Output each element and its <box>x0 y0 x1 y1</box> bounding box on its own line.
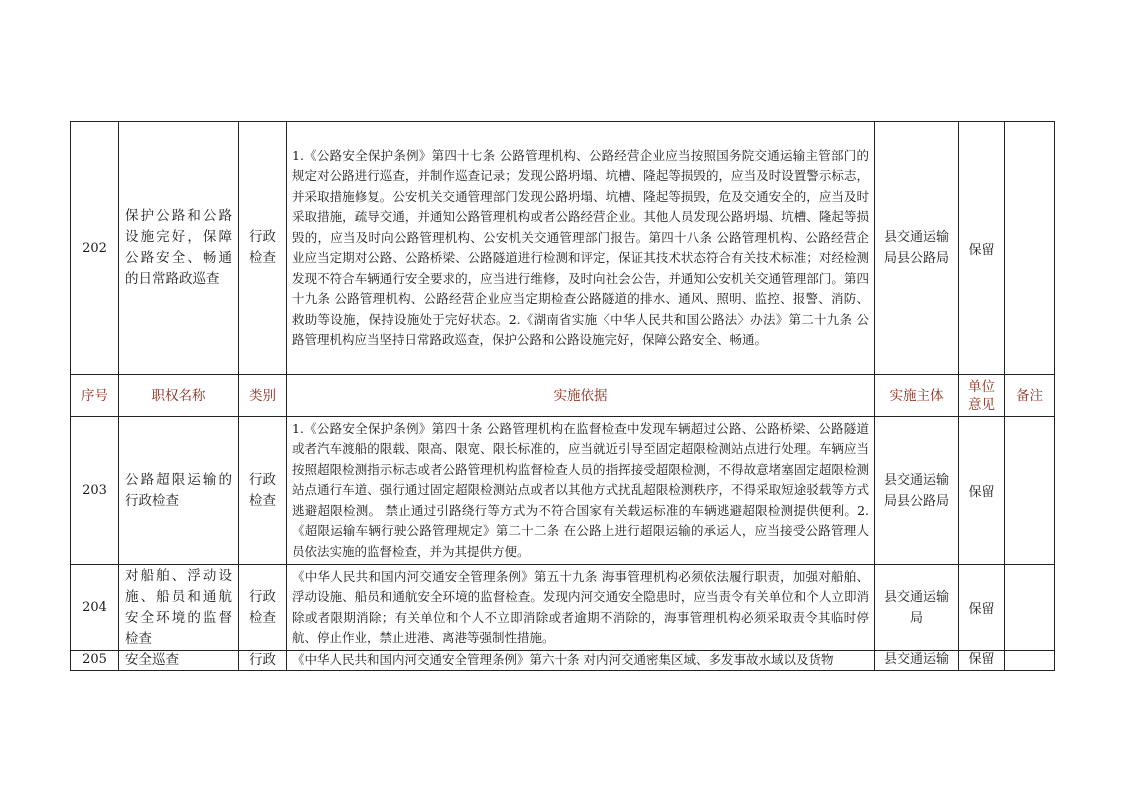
header-subject: 实施主体 <box>875 375 959 417</box>
authority-table <box>70 121 1055 671</box>
row-opinion: 保留 <box>959 565 1005 651</box>
table-row <box>71 565 1055 651</box>
row-basis: 《中华人民共和国内河交通安全管理条例》第五十九条 海事管理机构必须依法履行职责，加强对船舶、浮动设施、船员和通航安全环境的监督检查。发现内河交通安全隐患时，应当责令有关单位和个人立即消除或者限期消除；有关单位和个人不立即消除或者逾期不消除的，海事管理机构必须采取责令其临时停航、停止作业，禁止进港、离港等强制性措施。 <box>287 565 875 651</box>
table-row <box>71 417 1055 565</box>
row-remark <box>1005 122 1055 375</box>
header-name: 职权名称 <box>119 375 239 417</box>
row-basis: 1.《公路安全保护条例》第四十条 公路管理机构在监督检查中发现车辆超过公路、公路桥梁、公路隧道或者汽车渡船的限载、限高、限宽、限长标准的，应当就近引导至固定超限检测站点进行处理。车辆应当按照超限检测指示标志或者公路管理机构监督检查人员的指挥接受超限检测，不得故意堵塞固定超限检测站点通行车道、强行通过固定超限检测站点或者以其他方式扰乱超限检测秩序，不得采取短途驳载等方式逃避超限检测。 禁止通过引路绕行等方式为不符合国家有关载运标准的车辆逃避超限检测提供便利。2.《超限运输车辆行驶公路管理规定》第二十二条 在公路上进行超限运输的承运人，应当接受公路管理人员依法实施的监督检查，并为其提供方便。 <box>287 417 875 565</box>
row-seq: 205 <box>71 651 119 671</box>
header-remark: 备注 <box>1005 375 1055 417</box>
row-subject: 县交通运输局县公路局 <box>875 122 959 375</box>
row-remark <box>1005 565 1055 651</box>
row-subject: 县交通运输 <box>875 651 959 671</box>
table-row <box>71 651 1055 671</box>
row-category: 行政 检查 <box>239 122 287 375</box>
row-name: 公路超限运输的行政检查 <box>119 417 239 565</box>
row-opinion: 保留 <box>959 651 1005 671</box>
table-row <box>71 122 1055 375</box>
row-name: 保护公路和公路设施完好，保障公路安全、畅通的日常路政巡查 <box>119 122 239 375</box>
row-category: 行政 检查 <box>239 565 287 651</box>
header-seq: 序号 <box>71 375 119 417</box>
header-basis: 实施依据 <box>287 375 875 417</box>
row-opinion: 保留 <box>959 122 1005 375</box>
row-name: 对船舶、浮动设施、船员和通航安全环境的监督检查 <box>119 565 239 651</box>
row-subject: 县交通运输局县公路局 <box>875 417 959 565</box>
table-header-row <box>71 375 1055 417</box>
row-remark <box>1005 417 1055 565</box>
row-basis: 《中华人民共和国内河交通安全管理条例》第六十条 对内河交通密集区域、多发事故水域以及货物 <box>287 651 875 671</box>
row-subject: 县交通运输局 <box>875 565 959 651</box>
row-basis: 1.《公路安全保护条例》第四十七条 公路管理机构、公路经营企业应当按照国务院交通运输主管部门的规定对公路进行巡查，并制作巡查记录；发现公路坍塌、坑槽、隆起等损毁的，应当及时设置警示标志，并采取措施修复。公安机关交通管理部门发现公路坍塌、坑槽、隆起等损毁，危及交通安全的，应当及时采取措施，疏导交通，并通知公路管理机构或者公路经营企业。其他人员发现公路坍塌、坑槽、隆起等损毁的，应当及时向公路管理机构、公安机关交通管理部门报告。第四十八条 公路管理机构、公路经营企业应当定期对公路、公路桥梁、公路隧道进行检测和评定，保证其技术状态符合有关技术标准；对经检测发现不符合车辆通行安全要求的，应当进行维修，及时向社会公告，并通知公安机关交通管理部门。第四十九条 公路管理机构、公路经营企业应当定期检查公路隧道的排水、通风、照明、监控、报警、消防、救助等设施，保持设施处于完好状态。2.《湖南省实施〈中华人民共和国公路法〉办法》第二十九条 公路管理机构应当坚持日常路政巡查，保护公路和公路设施完好，保障公路安全、畅通。 <box>287 122 875 375</box>
row-seq: 204 <box>71 565 119 651</box>
row-category: 行政 <box>239 651 287 671</box>
row-seq: 202 <box>71 122 119 375</box>
header-unit-opinion: 单位 意见 <box>959 375 1005 417</box>
row-category: 行政 检查 <box>239 417 287 565</box>
row-remark <box>1005 651 1055 671</box>
header-category: 类别 <box>239 375 287 417</box>
row-opinion: 保留 <box>959 417 1005 565</box>
row-name: 安全巡查 <box>119 651 239 671</box>
row-seq: 203 <box>71 417 119 565</box>
